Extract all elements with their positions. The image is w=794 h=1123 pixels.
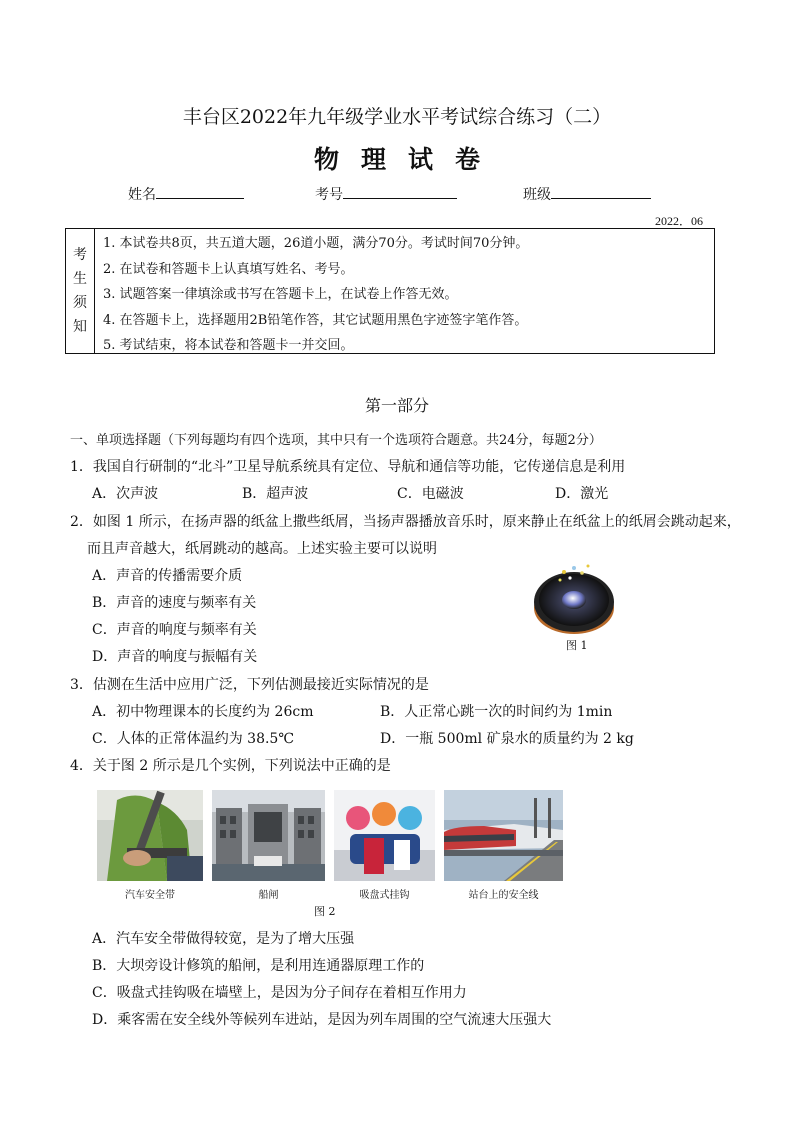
photo-caption-ship-lock: 船闸	[258, 890, 279, 901]
ship-lock-photo	[212, 790, 325, 881]
speaker-figure	[530, 556, 622, 636]
question-2-stem-line2: 而且声音越大，纸屑跳动的越高。上述实验主要可以说明	[87, 541, 437, 557]
question-4-option-d: D．乘客需在安全线外等候列车进站，是因为列车周围的空气流速大压强大	[92, 1012, 552, 1028]
photo-caption-seatbelt: 汽车安全带	[125, 890, 175, 901]
candidate-notice-box	[65, 228, 715, 354]
notice-item: 5. 考试结束，将本试卷和答题卡一并交回。	[103, 338, 354, 353]
suction-hook-photo	[334, 790, 435, 881]
question-4-option-b: B．大坝旁设计修筑的船闸，是利用连通器原理工作的	[92, 958, 425, 974]
question-1-option-d: D．激光	[555, 486, 609, 502]
question-1-option-c: C．电磁波	[397, 486, 464, 502]
question-1-option-b: B．超声波	[242, 486, 309, 502]
exam-date: 2022．06	[655, 214, 704, 228]
question-1-stem: 1．我国自行研制的“北斗”卫星导航系统具有定位、导航和通信等功能，它传递信息是利用	[70, 459, 626, 475]
platform-safety-line-photo	[444, 790, 563, 881]
question-4-option-a: A．汽车安全带做得较宽，是为了增大压强	[92, 931, 355, 947]
notice-heading-char: 知	[73, 319, 87, 335]
notice-heading-char: 须	[73, 295, 87, 311]
notice-heading	[66, 229, 95, 353]
exam-title: 丰台区2022年九年级学业水平考试综合练习（二）	[182, 106, 612, 128]
question-3-stem: 3．估测在生活中应用广泛，下列估测最接近实际情况的是	[70, 677, 429, 693]
notice-item: 3. 试题答案一律填涂或书写在答题卡上，在试卷上作答无效。	[103, 287, 458, 302]
number-label: 考号	[315, 187, 343, 203]
question-4-option-c: C．吸盘式挂钩吸在墙壁上，是因为分子间存在着相互作用力	[92, 985, 467, 1001]
notice-list	[95, 229, 714, 353]
part-title: 第一部分	[364, 396, 429, 415]
class-field	[523, 184, 651, 204]
question-2-option-d: D．声音的响度与振幅有关	[92, 649, 258, 665]
exam-subtitle: 物理试卷	[313, 145, 502, 174]
class-blank	[551, 184, 651, 199]
seatbelt-photo	[97, 790, 203, 881]
question-2-option-c: C．声音的响度与频率有关	[92, 622, 257, 638]
question-3-option-b: B．人正常心跳一次的时间约为 1min	[380, 704, 613, 720]
notice-item: 1. 本试卷共8页，共五道大题，26道小题，满分70分。考试时间70分钟。	[103, 236, 529, 251]
question-2-option-b: B．声音的速度与频率有关	[92, 595, 257, 611]
question-2-stem-line1: 2．如图 1 所示，在扬声器的纸盆上撒些纸屑，当扬声器播放音乐时，原来静止在纸盆上的纸屑会跳动起来，	[70, 514, 741, 530]
section-title: 一、单项选择题（下列每题均有四个选项，其中只有一个选项符合题意。共24分，每题2分）	[70, 433, 602, 448]
question-1-option-a: A．次声波	[92, 486, 159, 502]
notice-heading-char: 生	[73, 271, 87, 287]
photo-caption-safety-line: 站台上的安全线	[468, 890, 539, 901]
question-3-option-a: A．初中物理课本的长度约为 26cm	[92, 704, 314, 720]
question-3-option-c: C．人体的正常体温约为 38.5℃	[92, 731, 294, 747]
question-3-option-d: D．一瓶 500ml 矿泉水的质量约为 2 kg	[380, 731, 634, 747]
photo-caption-suction-hook: 吸盘式挂钩	[359, 890, 410, 901]
question-2-option-a: A．声音的传播需要介质	[92, 568, 243, 584]
class-label: 班级	[523, 187, 551, 203]
number-blank	[343, 184, 457, 199]
number-field	[315, 184, 457, 204]
name-field	[128, 184, 244, 204]
figure-2-caption: 图 2	[314, 905, 336, 918]
question-4-stem: 4．关于图 2 所示是几个实例，下列说法中正确的是	[70, 758, 391, 774]
notice-item: 2. 在试卷和答题卡上认真填写姓名、考号。	[103, 261, 354, 277]
notice-item: 4. 在答题卡上，选择题用2B铅笔作答，其它试题用黑色字迹签字笔作答。	[103, 312, 528, 328]
name-blank	[156, 184, 244, 199]
notice-heading-char: 考	[73, 247, 87, 263]
name-label: 姓名	[128, 187, 156, 203]
figure-1-caption: 图 1	[566, 639, 588, 652]
